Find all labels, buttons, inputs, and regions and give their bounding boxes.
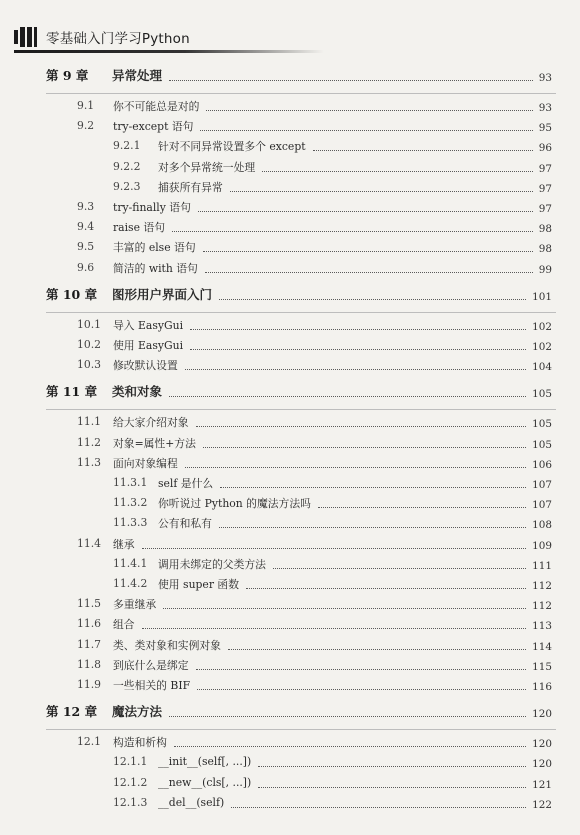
toc-label-text: 构造和析构 xyxy=(113,735,170,750)
toc-number: 11.9 xyxy=(77,678,102,691)
toc-dot-leader xyxy=(163,608,526,609)
toc-number: 12.1.3 xyxy=(113,795,148,809)
toc-dot-leader xyxy=(258,766,526,767)
toc-dot-leader xyxy=(197,689,526,690)
toc-dot-leader xyxy=(190,349,526,350)
toc-number: 9.4 xyxy=(77,220,95,234)
chapter-divider xyxy=(46,312,556,313)
toc-page-number: 95 xyxy=(538,122,552,135)
toc-label xyxy=(113,436,199,451)
toc-label-text: 类和对象 xyxy=(112,382,165,400)
toc-label-text: __init__(self[, ...]) xyxy=(158,755,254,768)
toc-label xyxy=(113,318,186,333)
toc-page-number: 107 xyxy=(532,479,552,491)
toc-subsection-row[interactable] xyxy=(0,555,580,575)
toc-page-number: 115 xyxy=(532,660,552,673)
chapter-divider xyxy=(46,93,556,94)
toc-label-text: 修改默认设置 xyxy=(113,358,181,373)
toc-label xyxy=(113,617,138,632)
toc-number: 第 9 章 xyxy=(46,68,89,83)
toc-number: 12.1.2 xyxy=(113,775,148,789)
toc-number: 11.5 xyxy=(77,597,102,611)
toc-dot-leader xyxy=(203,447,526,448)
toc-section-row[interactable] xyxy=(0,198,580,218)
toc-subsection-row[interactable] xyxy=(0,494,580,514)
toc-section-row[interactable] xyxy=(0,117,580,137)
toc-page-number: 97 xyxy=(538,162,552,175)
toc-label-text: 针对不同异常设置多个 except xyxy=(158,139,309,154)
toc-dot-leader xyxy=(169,716,526,717)
toc-number: 9.3 xyxy=(77,200,95,213)
toc-subsection-row[interactable] xyxy=(0,774,580,794)
toc-label-text: 异常处理 xyxy=(112,66,165,84)
toc-number: 11.3 xyxy=(77,455,102,469)
toc-dot-leader xyxy=(196,426,526,427)
toc-number: 11.6 xyxy=(77,617,102,631)
toc-number: 第 10 章 xyxy=(46,286,98,302)
toc-label-text: 简洁的 with 语句 xyxy=(113,261,201,276)
toc-page-number: 105 xyxy=(532,388,552,401)
header-rule xyxy=(14,50,324,53)
toc-label xyxy=(113,240,199,255)
toc-page-number: 98 xyxy=(538,243,552,256)
toc-dot-leader xyxy=(200,130,533,131)
toc-dot-leader xyxy=(313,150,533,151)
toc-section-row[interactable] xyxy=(0,97,580,117)
toc-label xyxy=(113,638,224,653)
toc-number: 11.3.2 xyxy=(113,496,148,510)
toc-page-number: 104 xyxy=(532,361,552,374)
toc-section-row[interactable] xyxy=(0,636,580,656)
toc-page-number: 112 xyxy=(532,600,552,613)
toc-section-row[interactable] xyxy=(0,413,580,433)
toc-label xyxy=(113,597,159,612)
toc-page-number: 101 xyxy=(532,290,552,303)
toc-dot-leader xyxy=(185,467,526,468)
toc-section-row[interactable] xyxy=(0,535,580,555)
toc-label xyxy=(158,496,314,511)
toc-dot-leader xyxy=(169,396,526,397)
toc-section-row[interactable] xyxy=(0,676,580,696)
toc-dot-leader xyxy=(220,487,526,488)
toc-label-text: 调用未绑定的父类方法 xyxy=(158,557,269,572)
toc-label-text: 公有和私有 xyxy=(158,516,215,531)
toc-dot-leader xyxy=(231,807,526,808)
toc-page-number: 120 xyxy=(532,708,552,721)
toc-label-text: try-finally 语句 xyxy=(113,200,194,215)
toc-page-number: 96 xyxy=(538,142,552,155)
toc-label xyxy=(158,776,254,789)
toc-number: 9.6 xyxy=(77,260,95,274)
toc-label xyxy=(113,537,138,552)
toc-subsection-row[interactable] xyxy=(0,753,580,773)
toc-section-row[interactable] xyxy=(0,454,580,474)
toc-chapter-row[interactable] xyxy=(0,66,580,86)
toc-section-row[interactable] xyxy=(0,259,580,279)
toc-number: 10.3 xyxy=(77,358,102,372)
toc-number: 9.1 xyxy=(77,99,95,112)
toc-label xyxy=(113,358,181,373)
toc-section-row[interactable] xyxy=(0,615,580,635)
toc-label xyxy=(113,415,192,430)
toc-number: 12.1.1 xyxy=(113,755,148,769)
toc-number: 10.2 xyxy=(77,338,102,351)
toc-section-row[interactable] xyxy=(0,434,580,454)
toc-number: 11.7 xyxy=(77,637,102,651)
toc-dot-leader xyxy=(174,746,526,747)
toc-label xyxy=(158,516,215,531)
toc-page-number: 111 xyxy=(532,559,552,572)
chapter-divider xyxy=(46,729,556,730)
toc-dot-leader xyxy=(206,110,533,111)
toc-label xyxy=(112,382,165,400)
toc-page-number: 120 xyxy=(532,758,552,771)
toc-page-number: 97 xyxy=(538,203,552,215)
book-title: 零基础入门学习Python xyxy=(46,31,190,47)
toc-dot-leader xyxy=(203,251,533,252)
toc-page-number: 105 xyxy=(532,418,552,431)
toc-chapter-row[interactable] xyxy=(0,382,580,402)
toc-subsection-row[interactable] xyxy=(0,474,580,494)
toc-dot-leader xyxy=(205,272,533,273)
toc-label xyxy=(113,220,168,235)
toc-section-row[interactable] xyxy=(0,336,580,356)
toc-number: 第 11 章 xyxy=(46,384,98,400)
toc-label-text: 类、类对象和实例对象 xyxy=(113,638,224,653)
toc-page-number: 105 xyxy=(532,438,552,451)
toc-label-text: 多重继承 xyxy=(113,597,159,612)
toc-label xyxy=(158,557,269,572)
toc-label-text: __new__(cls[, ...]) xyxy=(158,776,254,789)
toc-label-text: 一些相关的 BIF xyxy=(113,678,193,693)
toc-label-text: 使用 super 函数 xyxy=(158,577,242,592)
toc-dot-leader xyxy=(142,628,526,629)
toc-subsection-row[interactable] xyxy=(0,794,580,814)
toc-label xyxy=(113,99,202,114)
running-header xyxy=(0,24,580,54)
toc-page-number: 99 xyxy=(538,263,552,276)
toc-subsection-row[interactable] xyxy=(0,178,580,198)
toc-label-text: raise 语句 xyxy=(113,220,168,235)
toc-section-row[interactable] xyxy=(0,733,580,753)
toc-page-number: 114 xyxy=(532,640,552,653)
toc-label xyxy=(112,702,165,720)
toc-label-text: try-except 语句 xyxy=(113,119,196,134)
toc-label-text: 魔法方法 xyxy=(112,702,165,720)
chapter-divider xyxy=(46,409,556,410)
toc-section-row[interactable] xyxy=(0,316,580,336)
toc-label xyxy=(158,139,309,154)
toc-dot-leader xyxy=(219,527,526,528)
toc-label-text: 给大家介绍对象 xyxy=(113,415,192,430)
toc-dot-leader xyxy=(258,787,526,788)
toc-page-number: 108 xyxy=(532,519,552,532)
toc-dot-leader xyxy=(230,191,533,192)
toc-label xyxy=(158,180,226,195)
toc-label-text: 捕获所有异常 xyxy=(158,180,226,195)
toc-number: 第 12 章 xyxy=(46,704,98,720)
toc-label xyxy=(158,160,258,175)
toc-dot-leader xyxy=(219,299,526,300)
toc-label xyxy=(158,755,254,768)
toc-dot-leader xyxy=(262,171,533,172)
toc-label-text: 对多个异常统一处理 xyxy=(158,160,258,175)
toc-label xyxy=(158,476,216,491)
toc-label xyxy=(113,119,196,134)
toc-label-text: __del__(self) xyxy=(158,796,227,809)
toc-label-text: 图形用户界面入门 xyxy=(112,285,215,303)
toc-label-text: 你不可能总是对的 xyxy=(113,99,202,114)
toc-page-number: 112 xyxy=(532,580,552,592)
toc-subsection-row[interactable] xyxy=(0,514,580,534)
toc-page-number: 122 xyxy=(532,798,552,811)
toc-label-text: 组合 xyxy=(113,617,138,632)
toc-section-row[interactable] xyxy=(0,238,580,258)
toc-dot-leader xyxy=(198,211,533,212)
toc-page-number: 116 xyxy=(532,681,552,693)
toc-label xyxy=(113,658,192,673)
toc-label xyxy=(112,66,165,84)
toc-label xyxy=(158,577,242,592)
toc-dot-leader xyxy=(169,80,533,81)
toc-label-text: 到底什么是绑定 xyxy=(113,658,192,673)
toc-label-text: self 是什么 xyxy=(158,476,216,491)
toc-page-number: 109 xyxy=(532,539,552,552)
toc-dot-leader xyxy=(273,568,526,569)
toc-dot-leader xyxy=(190,329,526,330)
toc-subsection-row[interactable] xyxy=(0,137,580,157)
toc-number: 11.1 xyxy=(77,415,102,429)
toc-number: 11.2 xyxy=(77,435,102,449)
toc-label xyxy=(113,200,194,215)
toc-dot-leader xyxy=(318,507,526,508)
toc-subsection-row[interactable] xyxy=(0,575,580,595)
toc-dot-leader xyxy=(142,548,526,549)
toc-label xyxy=(113,338,186,353)
toc-label-text: 你听说过 Python 的魔法方法吗 xyxy=(158,496,314,511)
toc-number: 12.1 xyxy=(77,735,102,749)
toc-label xyxy=(158,796,227,809)
toc-dot-leader xyxy=(228,649,526,650)
toc-chapter-row[interactable] xyxy=(0,702,580,722)
toc-label xyxy=(113,456,181,471)
toc-label-text: 对象=属性+方法 xyxy=(113,436,199,451)
header-bars-icon xyxy=(14,27,40,47)
toc-page-number: 121 xyxy=(532,778,552,791)
toc-page-number: 97 xyxy=(538,182,552,195)
toc-label-text: 面向对象编程 xyxy=(113,456,181,471)
toc-dot-leader xyxy=(246,588,526,589)
toc-section-row[interactable] xyxy=(0,218,580,238)
toc-page-number: 120 xyxy=(532,738,552,751)
toc-number: 11.8 xyxy=(77,657,102,671)
toc-number: 11.4 xyxy=(77,536,102,550)
toc-label xyxy=(112,285,215,303)
toc-number: 11.4.2 xyxy=(113,577,148,590)
toc-number: 9.2 xyxy=(77,119,95,133)
toc-page-number: 107 xyxy=(532,499,552,512)
toc-dot-leader xyxy=(172,231,533,232)
toc-label-text: 继承 xyxy=(113,537,138,552)
toc-label xyxy=(113,678,193,693)
toc-page-number: 102 xyxy=(532,341,552,353)
toc-number: 10.1 xyxy=(77,317,102,331)
toc-section-row[interactable] xyxy=(0,595,580,615)
toc-label-text: 导入 EasyGui xyxy=(113,318,186,333)
toc-number: 9.2.1 xyxy=(113,139,141,153)
toc-page-number: 98 xyxy=(538,223,552,236)
toc-label-text: 使用 EasyGui xyxy=(113,338,186,353)
toc-label xyxy=(113,735,170,750)
toc-section-row[interactable] xyxy=(0,356,580,376)
toc-dot-leader xyxy=(185,369,526,370)
toc-number: 9.2.3 xyxy=(113,179,141,193)
toc-number: 9.2.2 xyxy=(113,159,141,173)
toc-page-number: 106 xyxy=(532,458,552,471)
toc-page-number: 93 xyxy=(538,72,552,84)
toc-dot-leader xyxy=(196,669,526,670)
toc-chapter-row[interactable] xyxy=(0,285,580,305)
toc-label-text: 丰富的 else 语句 xyxy=(113,240,199,255)
toc-page-number: 113 xyxy=(532,620,552,633)
toc-subsection-row[interactable] xyxy=(0,158,580,178)
toc-section-row[interactable] xyxy=(0,656,580,676)
toc-number: 11.3.1 xyxy=(113,476,148,489)
toc-page-number: 93 xyxy=(538,102,552,114)
toc-page-number: 102 xyxy=(532,320,552,333)
toc-number: 11.3.3 xyxy=(113,516,148,530)
toc-label xyxy=(113,261,201,276)
toc-number: 9.5 xyxy=(77,240,95,254)
toc-number: 11.4.1 xyxy=(113,556,148,570)
